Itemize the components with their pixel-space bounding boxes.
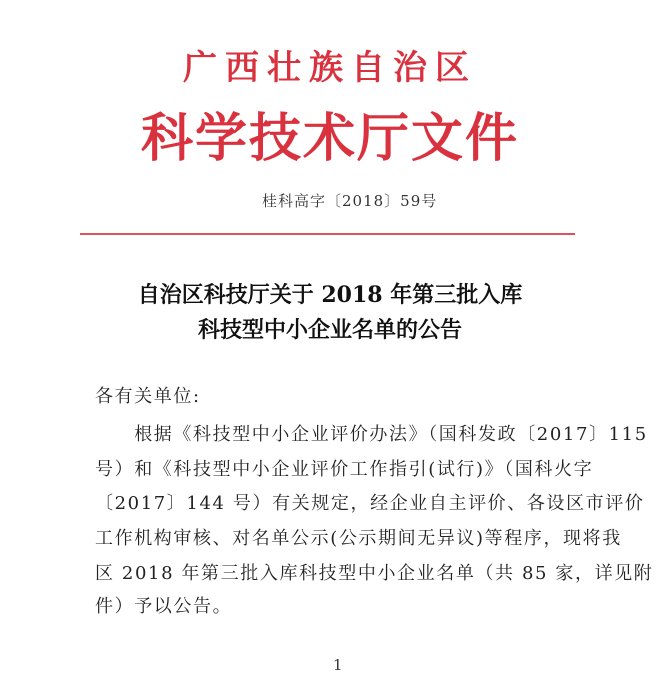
document-header: 科学技术厅文件 (140, 108, 519, 169)
body-line: 〔2017〕144 号）有关规定，经企业自主评价、各设区市评价 (95, 493, 645, 514)
body-line: 区 2018 年第三批入库科技型中小企业名单（共 85 家，详见附 (95, 563, 654, 584)
document-number: 桂科高字〔2018〕59号 (262, 192, 438, 210)
issuer-name: 广西壮族自治区 (183, 48, 477, 88)
salutation: 各有关单位: (95, 386, 201, 407)
body-line: 工作机构审核、对名单公示(公示期间无异议)等程序，现将我 (95, 528, 622, 549)
body-line: 根据《科技型中小企业评价办法》（国科发政〔2017〕115 (95, 424, 648, 445)
page-number: 1 (333, 656, 343, 674)
document-title-line-2: 科技型中小企业名单的公告 (197, 317, 462, 343)
body-line: 号）和《科技型中小企业评价工作指引(试行)》（国科火字 (95, 459, 594, 480)
body-line: 件）予以公告。 (95, 596, 233, 617)
document-title-line-1: 自治区科技厅关于 2018 年第三批入库 (137, 282, 523, 308)
header-divider (80, 233, 575, 235)
